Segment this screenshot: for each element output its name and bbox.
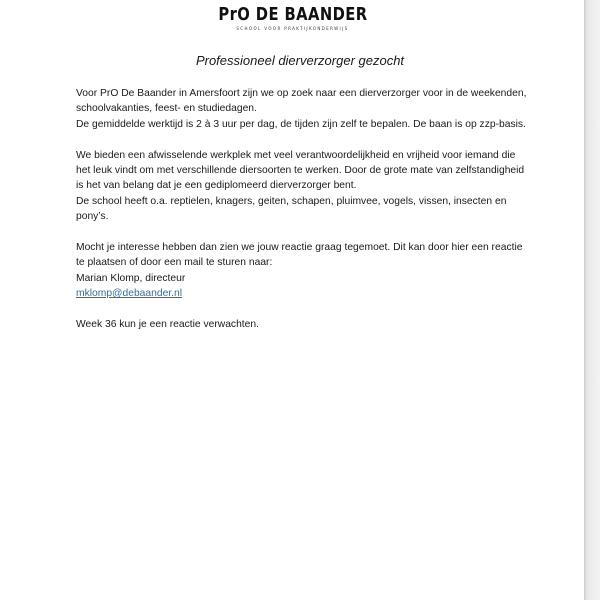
text-line: De school heeft o.a. reptielen, knagers, geiten, schapen, pluimvee, vogels, vissen, insecten en	[76, 195, 507, 207]
email-link[interactable]: mklomp@debaander.nl	[76, 288, 183, 300]
logo-name: PrO DE BAANDER	[217, 4, 368, 25]
paragraph-contact	[76, 240, 556, 302]
text-line: Mocht je interesse hebben dan zien we jouw reactie graag tegemoet. Dit kan door hier een reactie	[76, 242, 523, 254]
text-line: We bieden een afwisselende werkplek met veel verantwoordelijkheid en vrijheid voor iemand die	[76, 149, 516, 161]
contact-name: Marian Klomp, directeur	[76, 272, 186, 284]
text-line: schoolvakanties, feest- en studiedagen.	[76, 103, 257, 115]
text-line: Voor PrO De Baander in Amersfoort zijn we op zoek naar een dierverzorger voor in de weekenden,	[76, 88, 527, 99]
document-title: Professioneel dierverzorger gezocht	[195, 53, 405, 68]
paragraph-offer	[76, 148, 556, 225]
text-line: te plaatsen of door een mail te sturen naar:	[76, 257, 273, 269]
text-line: is het van belang dat je een gediplomeerd dierverzorger bent.	[76, 180, 357, 192]
document-body	[76, 86, 556, 348]
paragraph-intro	[76, 86, 556, 132]
logo-tagline: SCHOOL VOOR PRAKTIJKONDERWIJS	[236, 26, 349, 31]
text-line: pony’s.	[76, 211, 109, 223]
text-line: Week 36 kun je een reactie verwachten.	[76, 319, 259, 331]
page-edge	[584, 0, 600, 600]
text-line: De gemiddelde werktijd is 2 à 3 uur per dag, de tijden zijn zelf te bepalen. De baan is op zzp-basis.	[76, 118, 526, 130]
text-line: het leuk vindt om met verschillende diersoorten te werken. Door de grote mate van zelfstandigheid	[76, 165, 525, 177]
paragraph-response	[76, 317, 556, 332]
school-logo	[0, 4, 585, 31]
